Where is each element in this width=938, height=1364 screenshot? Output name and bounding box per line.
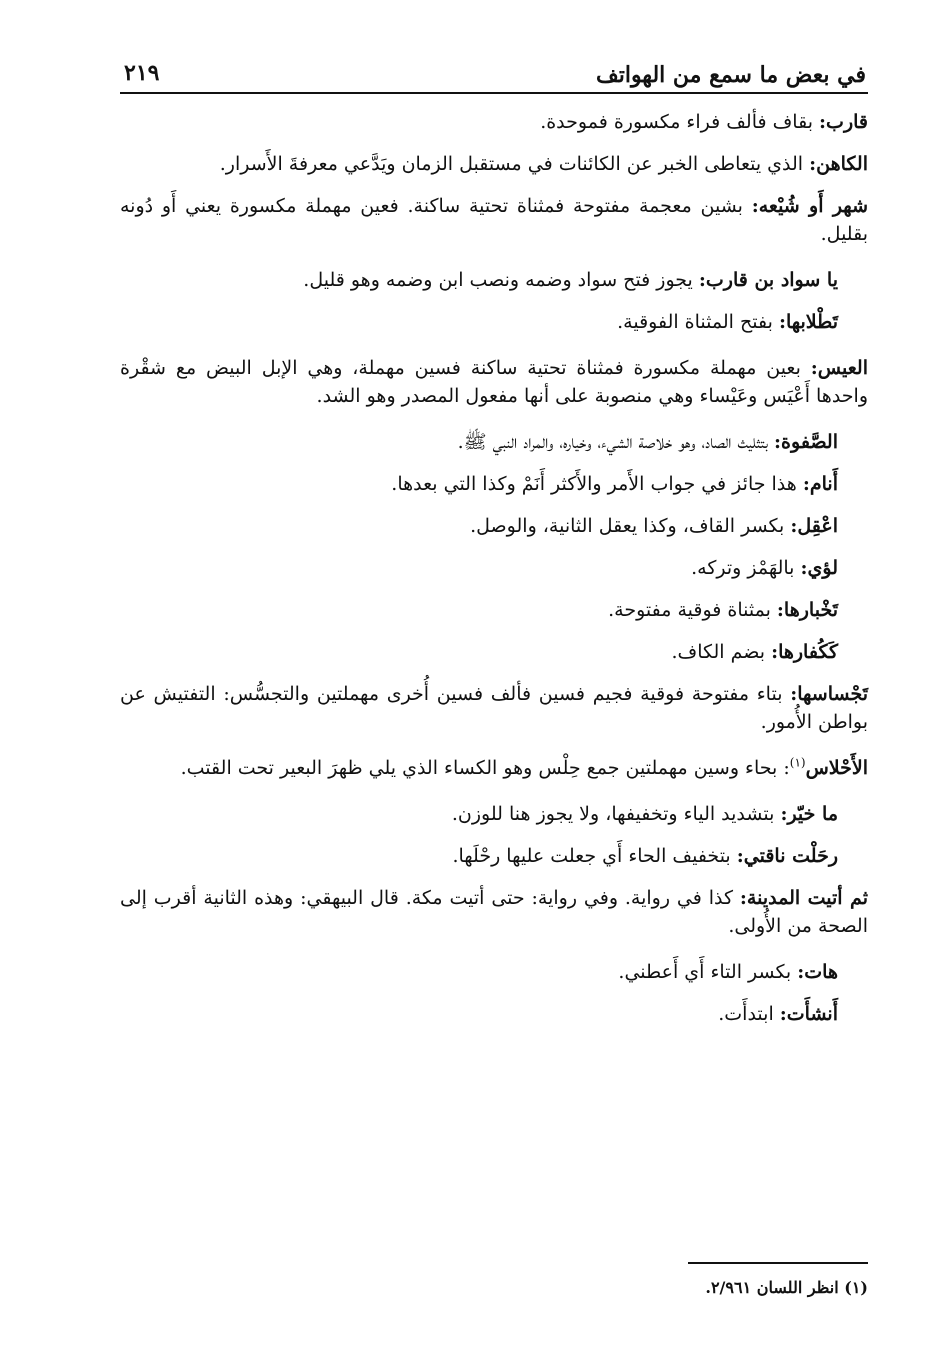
entry-text: : بحاء وسين مهملتين جمع حِلْس وهو الكساء الذي يلي ظهرَ البعير تحت القتب. xyxy=(180,757,790,779)
entry-term: رحَلْت ناقتي: xyxy=(736,845,838,867)
glossary-entry xyxy=(120,958,868,986)
entry-text: بعين مهملة مكسورة فمثناة تحتية ساكنة فسين مهملة، وهي الإبل البيض مع شقْرة واحدها أَعْيَس وعَيْساء وهي منصوبة على أنها مفعول المصدر وهو الشد. xyxy=(120,357,868,407)
entry-text: بالهَمْز وتركه. xyxy=(691,557,795,579)
entry-text: يجوز فتح سواد وضمه ونصب ابن وضمه وهو قليل. xyxy=(303,269,693,291)
glossary-entry xyxy=(120,554,868,582)
entry-text: بمثناة فوقية مفتوحة. xyxy=(608,599,771,621)
footnote: (١) انظر اللسان ٢/٩٦١. xyxy=(705,1278,868,1297)
entry-term: ثم أتيت المدينة: xyxy=(739,887,868,909)
glossary-entry xyxy=(120,470,868,498)
page-number: ٢١٩ xyxy=(124,60,160,86)
glossary-entry xyxy=(120,800,868,828)
glossary-entry xyxy=(120,512,868,540)
entry-text: الذي يتعاطى الخبر عن الكائنات في مستقبل الزمان ويَدَّعي معرفةَ الأَسرار. xyxy=(219,153,804,175)
glossary-entry xyxy=(120,108,868,136)
page-header xyxy=(120,58,868,94)
glossary-entry xyxy=(120,638,868,666)
entry-term: شهر أَو شُيْعه: xyxy=(751,195,868,217)
entry-term: تَطْلابها: xyxy=(778,311,838,333)
footnote-ref: (١) xyxy=(789,755,806,770)
entry-text: بضم الكاف. xyxy=(671,641,766,663)
entry-term: تَجْساسها: xyxy=(790,683,868,705)
glossary-entry xyxy=(120,680,868,736)
entry-text: بكسر القاف، وكذا يعقل الثانية، والوصل. xyxy=(470,515,785,537)
entry-term: الأَحْلاس xyxy=(805,757,868,779)
entry-term: أَنام: xyxy=(802,473,838,495)
glossary-body xyxy=(120,108,868,1042)
entry-term: العيس: xyxy=(810,357,868,379)
entry-term: هات: xyxy=(797,961,838,983)
entry-text: بتثليث الصاد، وهو خلاصة الشيء، وخياره، والمراد النبي ﷺ. xyxy=(457,431,768,453)
glossary-entry xyxy=(120,308,868,336)
entry-text: بكسر التاء أَي أَعطني. xyxy=(618,961,792,983)
entry-term: ما خيّر: xyxy=(780,803,838,825)
document-page xyxy=(120,0,868,1364)
entry-term: الكاهن: xyxy=(809,153,868,175)
glossary-entry xyxy=(120,266,868,294)
entry-term: اعْقِل: xyxy=(790,515,838,537)
entry-text: بقاف فألف فراء مكسورة فموحدة. xyxy=(540,111,813,133)
entry-term: كَكُفارها: xyxy=(771,641,838,663)
glossary-entry xyxy=(120,884,868,940)
entry-text: بتشديد الياء وتخفيفها، ولا يجوز هنا للوزن. xyxy=(451,803,775,825)
entry-term: قارب: xyxy=(819,111,868,133)
entry-term: تَخْبارها: xyxy=(776,599,838,621)
glossary-entry xyxy=(120,754,868,782)
entry-text: كذا في رواية. وفي رواية: حتى أتيت مكة. قال البيهقي: وهذه الثانية أقرب إلى الصحة من الأُولى. xyxy=(120,887,868,937)
entry-text: بتاء مفتوحة فوقية فجيم فسين فألف فسين أُخرى مهملتين والتجسُّس: التفتيش عن بواطن الأُمور. xyxy=(120,683,868,733)
glossary-entry xyxy=(120,596,868,624)
glossary-entry xyxy=(120,192,868,248)
entry-text: هذا جائز في جواب الأَمر والأَكثر أَنَمْ وكذا التي بعدها. xyxy=(391,473,797,495)
glossary-entry xyxy=(120,428,868,456)
entry-text: بفتح المثناة الفوقية. xyxy=(617,311,773,333)
running-title: في بعض ما سمع من الهواتف xyxy=(595,62,866,88)
entry-term: يا سواد بن قارب: xyxy=(698,269,838,291)
entry-text: بشين معجمة مفتوحة فمثناة تحتية ساكنة. فعين مهملة مكسورة يعني أَو دُونه بقليل. xyxy=(120,195,868,245)
entry-term: لؤي: xyxy=(800,557,838,579)
glossary-entry xyxy=(120,842,868,870)
entry-text: بتخفيف الحاء أَي جعلت عليها رحْلَها. xyxy=(452,845,731,867)
entry-text: ابتدأَت. xyxy=(718,1003,774,1025)
entry-term: أَنشأَت: xyxy=(779,1003,838,1025)
glossary-entry xyxy=(120,1000,868,1028)
glossary-entry xyxy=(120,354,868,410)
glossary-entry xyxy=(120,150,868,178)
footnote-divider xyxy=(688,1262,868,1264)
entry-term: الصَّفوة: xyxy=(774,431,838,453)
